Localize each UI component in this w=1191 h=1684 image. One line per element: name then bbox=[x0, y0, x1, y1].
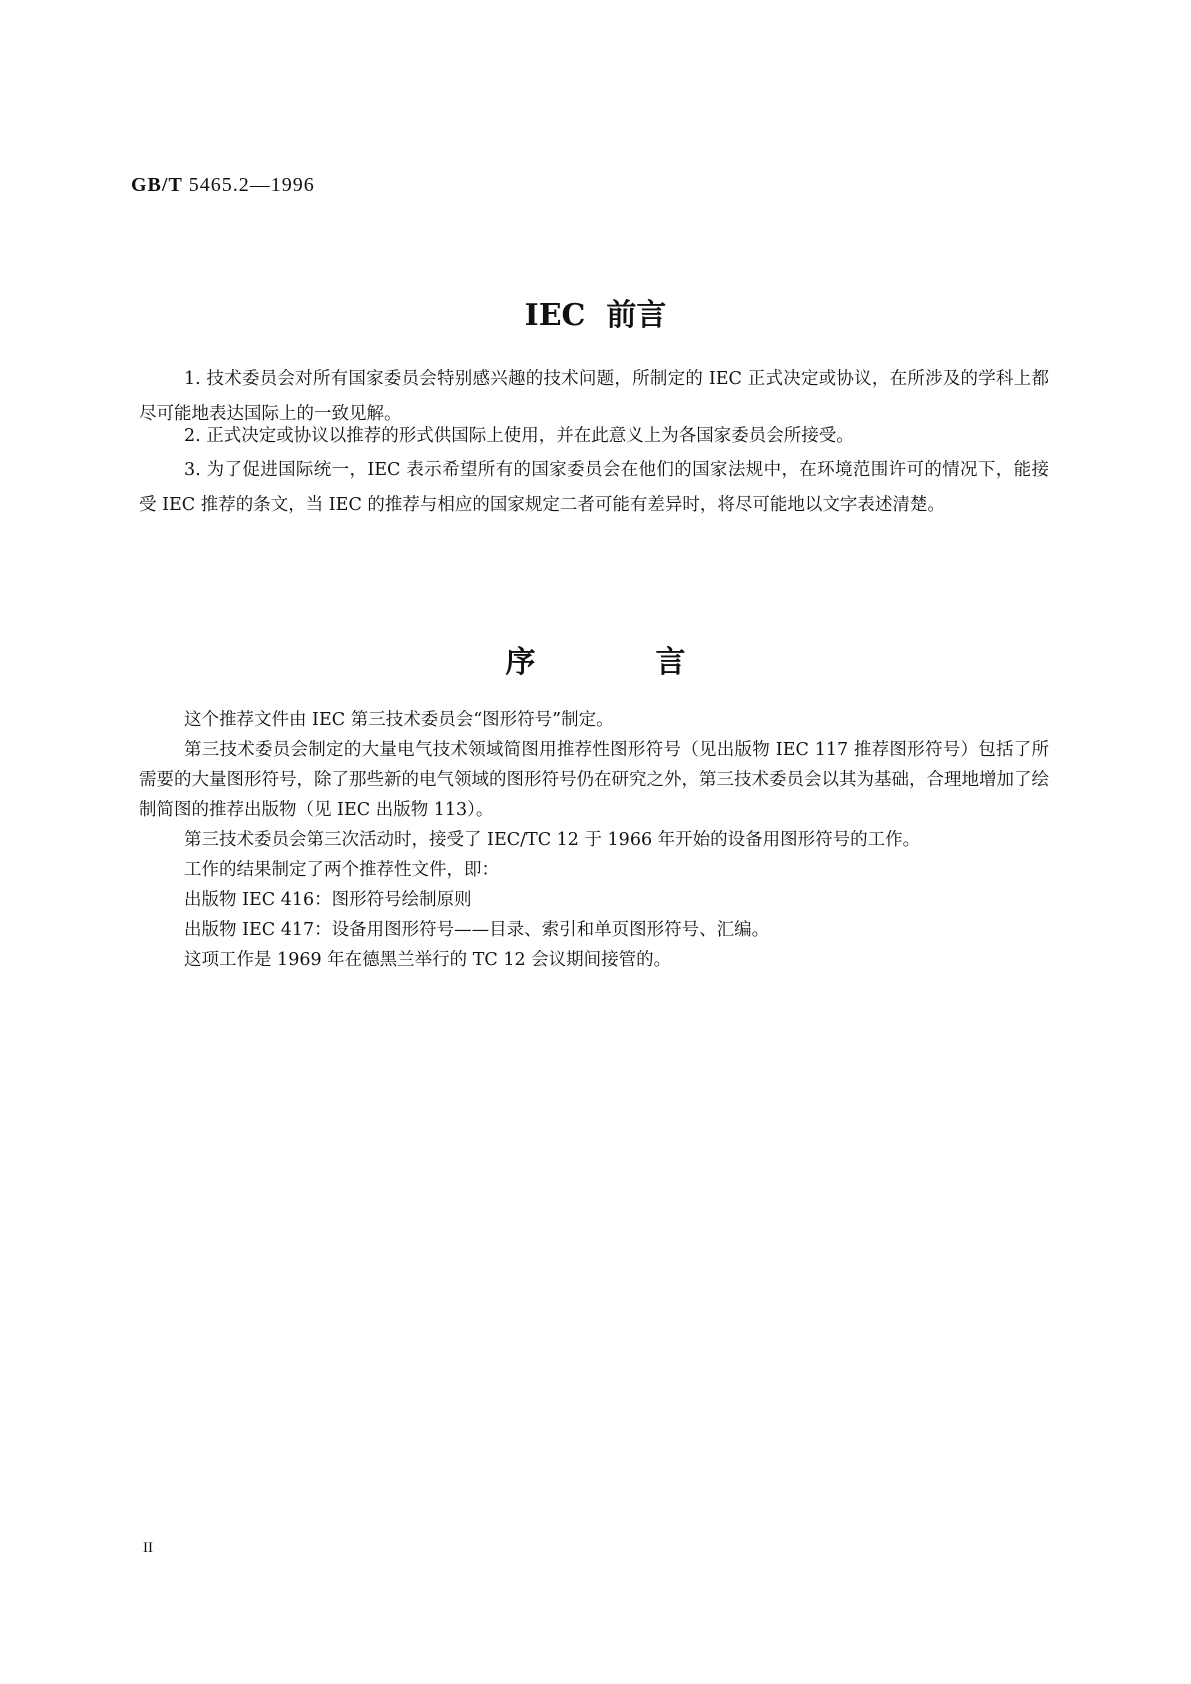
standard-code bbox=[131, 174, 315, 197]
standard-number: 5465.2—1996 bbox=[188, 174, 315, 196]
preface-paragraph-4: 工作的结果制定了两个推荐性文件，即： bbox=[184, 860, 499, 880]
preface-paragraph-5: 出版物 IEC 416：图形符号绘制原则 bbox=[184, 890, 472, 910]
page-number: II bbox=[143, 1540, 153, 1556]
iec-foreword-item-2: 2. 正式决定或协议以推荐的形式供国际上使用，并在此意义上为各国家委员会所接受。 bbox=[184, 426, 854, 446]
preface-title: 序言 bbox=[505, 645, 806, 680]
preface-paragraph-2: 第三技术委员会制定的大量电气技术领域简图用推荐性图形符号（见出版物 IEC 117 推荐图形符号）包括了所需要的大量图形符号，除了那些新的电气领域的图形符号仍在研究之外，第三技术委员会以其为基础，合理地增加了绘制简图的推荐出版物（见 IEC 出版物 113）。 bbox=[139, 740, 1049, 820]
standard-prefix: GB/T bbox=[131, 174, 183, 196]
preface-paragraph-6: 出版物 IEC 417：设备用图形符号——目录、索引和单页图形符号、汇编。 bbox=[184, 920, 770, 940]
preface-paragraph-7: 这项工作是 1969 年在德黑兰举行的 TC 12 会议期间接管的。 bbox=[184, 950, 672, 970]
preface-paragraph-1: 这个推荐文件由 IEC 第三技术委员会“图形符号”制定。 bbox=[184, 710, 614, 730]
iec-foreword-item-1: 1. 技术委员会对所有国家委员会特别感兴趣的技术问题，所制定的 IEC 正式决定或协议，在所涉及的学科上都尽可能地表达国际上的一致见解。 bbox=[139, 369, 1049, 424]
preface-paragraph-3: 第三技术委员会第三次活动时，接受了 IEC/TC 12 于 1966 年开始的设备用图形符号的工作。 bbox=[184, 830, 921, 850]
iec-foreword-title: IEC 前言 bbox=[524, 298, 667, 333]
iec-foreword-item-3: 3. 为了促进国际统一，IEC 表示希望所有的国家委员会在他们的国家法规中，在环境范围许可的情况下，能接受 IEC 推荐的条文，当 IEC 的推荐与相应的国家规定二者可能有差异时，将尽可能地以文字表述清楚。 bbox=[139, 460, 1049, 515]
